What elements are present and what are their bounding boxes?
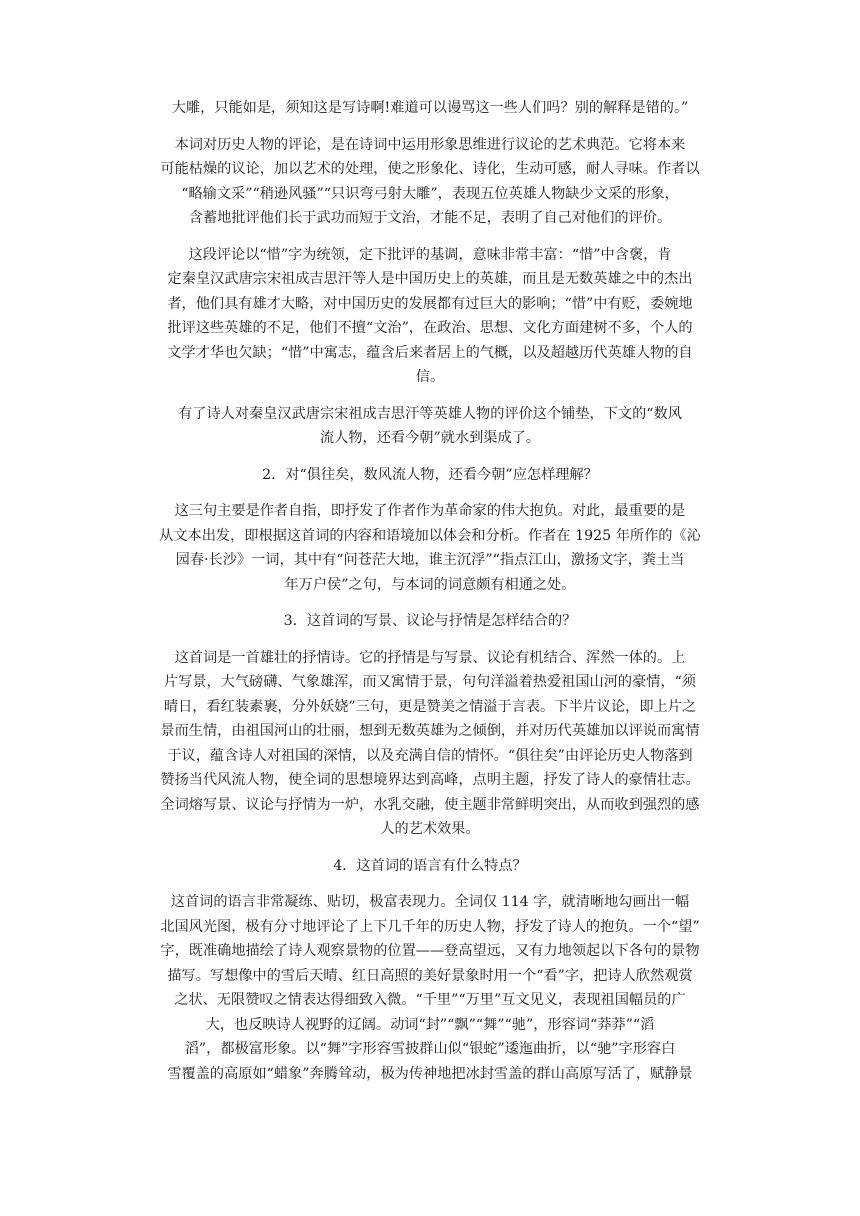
text-line: 这三句主要是作者自指，即抒发了作者作为革命家的伟大抱负。对此，最重要的是 bbox=[174, 503, 686, 519]
text-line: 大雕，只能如是，须知这是写诗啊!难道可以谩骂这一些人们吗？别的解释是错的。” bbox=[171, 100, 689, 116]
text-line: 滔”，都极富形象。以“舞”字形容雪披群山似“银蛇”逶迤曲折，以“驰”字形容白 bbox=[184, 1041, 676, 1057]
text-line: 人的艺术效果。 bbox=[380, 821, 480, 837]
text-line: 片写景，大气磅礴、气象雄浑，而又寓情于景，句句洋溢着热爱祖国山河的豪情，“须 bbox=[163, 674, 697, 690]
text-line: 于议，蕴含诗人对祖国的深情，以及充满自信的情怀。“俱往矣”由评论历史人物落到 bbox=[167, 747, 693, 764]
text-line: 含蓄地批评他们长于武功而短于文治，才能不足，表明了自己对他们的评价。 bbox=[188, 210, 672, 226]
paragraph-answer-2 bbox=[143, 499, 717, 597]
paragraph-quote-end bbox=[143, 96, 717, 121]
text-line: 全词熔写景、议论与抒情为一炉，水乳交融，使主题非常鲜明突出，从而收到强烈的感 bbox=[160, 796, 700, 813]
text-line: 大，也反映诗人视野的辽阔。动词“封”“飘”“舞”“驰”，形容词“莽莽”“滔 bbox=[205, 1016, 655, 1033]
text-line: 批评这些英雄的不足，他们不擅“文治”，在政治、思想、文化方面建树不多，个人的 bbox=[167, 320, 693, 336]
text-line: 描写。写想像中的雪后天晴、红日高照的美好景象时用一个“看”字，把诗人欣然观赏 bbox=[167, 967, 693, 984]
question-3-heading: 3．这首词的写景、议论与抒情是怎样结合的？ bbox=[283, 613, 577, 629]
text-line: 晴日，看红装素裹，分外妖娆”三句，更是赞美之情溢于言表。下半片议论，即上片之 bbox=[163, 698, 697, 715]
text-line: 景而生情，由祖国河山的壮丽，想到无数英雄为之倾倒，并对历代英雄加以评说而寓情 bbox=[160, 723, 700, 739]
text-line: 本词对历史人物的评论，是在诗词中运用形象思维进行议论的艺术典范。它将本来 bbox=[174, 136, 686, 153]
text-line: 可能枯燥的议论，加以艺术的处理，使之形象化、诗化，生动可感，耐人寻味。作者以 bbox=[160, 161, 700, 177]
paragraph-answer-4 bbox=[143, 890, 717, 1086]
text-line: 年万户侯”之句，与本词的词意颇有相通之处。 bbox=[284, 576, 576, 593]
question-4-heading: 4．这首词的语言有什么特点？ bbox=[333, 857, 527, 874]
text-line: 有了诗人对秦皇汉武唐宗宋祖成吉思汗等英雄人物的评价这个铺垫，下文的“数风 bbox=[178, 405, 682, 422]
paragraph-xi-analysis bbox=[143, 243, 717, 390]
question-2-heading: 2．对“俱往矣，数风流人物，还看今朝”应怎样理解？ bbox=[262, 466, 598, 483]
text-line: 从文本出发，即根据这首词的内容和语境加以体会和分析。作者在 1925 年所作的《沁 bbox=[159, 527, 701, 544]
text-line: 园春·长沙》一词，其中有“问苍茫大地，谁主沉浮”“指点江山，激扬文字，粪土当 bbox=[175, 552, 685, 568]
paragraph-transition bbox=[143, 402, 717, 451]
paragraph-commentary bbox=[143, 133, 717, 231]
text-line: 文学才华也欠缺；“惜”中寓志，蕴含后来者居上的气概，以及超越历代英雄人物的自 bbox=[167, 344, 693, 361]
text-line: 之状、无限赞叹之情表达得细致入微。“千里”“万里”互文见义，表现祖国幅员的广 bbox=[174, 992, 686, 1008]
text-line: 雪覆盖的高原如“蜡象”奔腾耸动，极为传神地把冰封雪盖的群山高原写活了，赋静景 bbox=[167, 1065, 693, 1082]
text-line: 这首词的语言非常凝练、贴切，极富表现力。全词仅 114 字，就清晰地勾画出一幅 bbox=[170, 894, 690, 910]
text-line: 定秦皇汉武唐宗宋祖成吉思汗等人是中国历史上的英雄，而且是无数英雄之中的杰出 bbox=[167, 271, 693, 287]
text-line: 字，既准确地描绘了诗人观察景物的位置——登高望远，又有力地领起以下各句的景物 bbox=[160, 943, 700, 959]
text-line: 信。 bbox=[415, 369, 445, 385]
text-line: 者，他们具有雄才大略，对中国历史的发展都有过巨大的影响；“惜”中有贬，委婉地 bbox=[167, 295, 693, 312]
text-line: 北国风光图，极有分寸地评论了上下几千年的历史人物，抒发了诗人的抱负。一个“望” bbox=[160, 918, 700, 935]
text-line: 赞扬当代风流人物，使全词的思想境界达到高峰，点明主题，抒发了诗人的豪情壮志。 bbox=[160, 772, 700, 788]
paragraph-answer-3 bbox=[143, 646, 717, 842]
text-line: 这首词是一首雄壮的抒情诗。它的抒情是与写景、议论有机结合、浑然一体的。上 bbox=[174, 649, 686, 666]
text-line: “略输文采”“稍逊风骚”“只识弯弓射大雕”，表现五位英雄人物缺少文采的形象， bbox=[181, 185, 679, 202]
document-page bbox=[143, 96, 717, 1086]
text-line: 流人物，还看今朝”就水到渠成了。 bbox=[319, 430, 541, 446]
text-line: 这段评论以“惜”字为统领，定下批评的基调，意味非常丰富：“惜”中含褒，肯 bbox=[188, 246, 672, 263]
